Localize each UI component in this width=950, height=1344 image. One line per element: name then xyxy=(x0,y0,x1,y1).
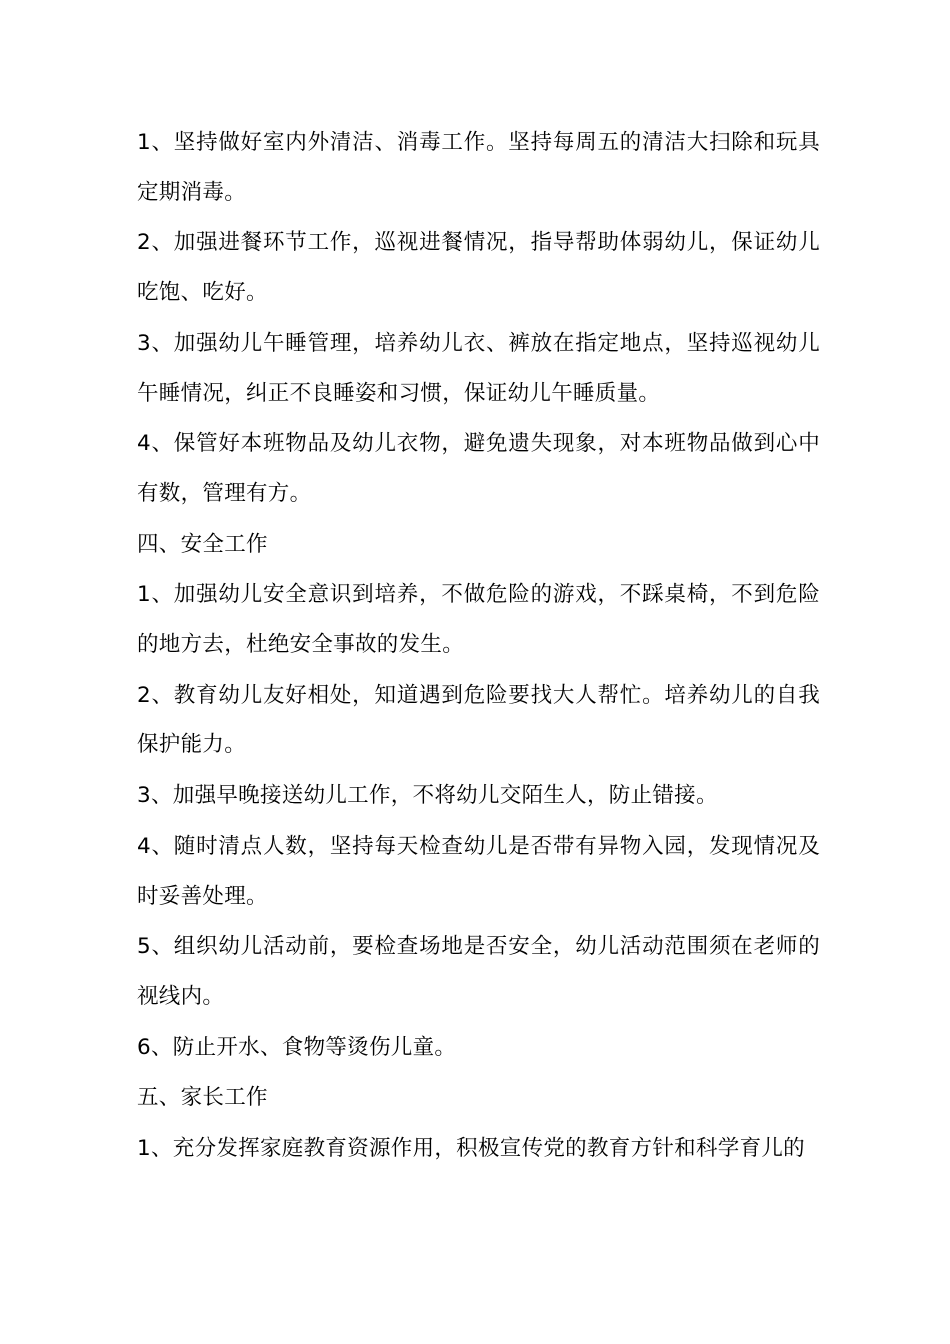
document-body xyxy=(137,118,820,1175)
list-item-family-education: 1、充分发挥家庭教育资源作用，积极宣传党的教育方针和科学育儿的 xyxy=(137,1136,805,1162)
list-item-belongings: 4、保管好本班物品及幼儿衣物，避免遗失现象，对本班物品做到心中有数，管理有方。 xyxy=(137,431,820,506)
section-heading-safety: 四、安全工作 xyxy=(137,531,268,557)
list-item-burn-prevention: 6、防止开水、食物等烫伤儿童。 xyxy=(137,1034,457,1060)
list-item-cleaning: 1、坚持做好室内外清洁、消毒工作。坚持每周五的清洁大扫除和玩具定期消毒。 xyxy=(137,130,820,205)
list-item-headcount: 4、随时清点人数，坚持每天检查幼儿是否带有异物入园，发现情况及时妥善处理。 xyxy=(137,833,820,909)
section-heading-parents: 五、家长工作 xyxy=(137,1085,268,1111)
list-item-pickup-dropoff: 3、加强早晚接送幼儿工作，不将幼儿交陌生人，防止错接。 xyxy=(137,783,718,809)
list-item-activity-check: 5、组织幼儿活动前，要检查场地是否安全，幼儿活动范围须在老师的视线内。 xyxy=(137,934,820,1009)
list-item-safety-awareness: 1、加强幼儿安全意识到培养，不做危险的游戏，不踩桌椅，不到危险的地方去，杜绝安全事故的发生。 xyxy=(137,582,820,658)
list-item-nap-management: 3、加强幼儿午睡管理，培养幼儿衣、裤放在指定地点，坚持巡视幼儿午睡情况，纠正不良睡姿和习惯，保证幼儿午睡质量。 xyxy=(137,330,820,406)
list-item-self-protection: 2、教育幼儿友好相处，知道遇到危险要找大人帮忙。培养幼儿的自我保护能力。 xyxy=(137,682,820,758)
list-item-meals: 2、加强进餐环节工作，巡视进餐情况，指导帮助体弱幼儿，保证幼儿吃饱、吃好。 xyxy=(137,230,820,306)
